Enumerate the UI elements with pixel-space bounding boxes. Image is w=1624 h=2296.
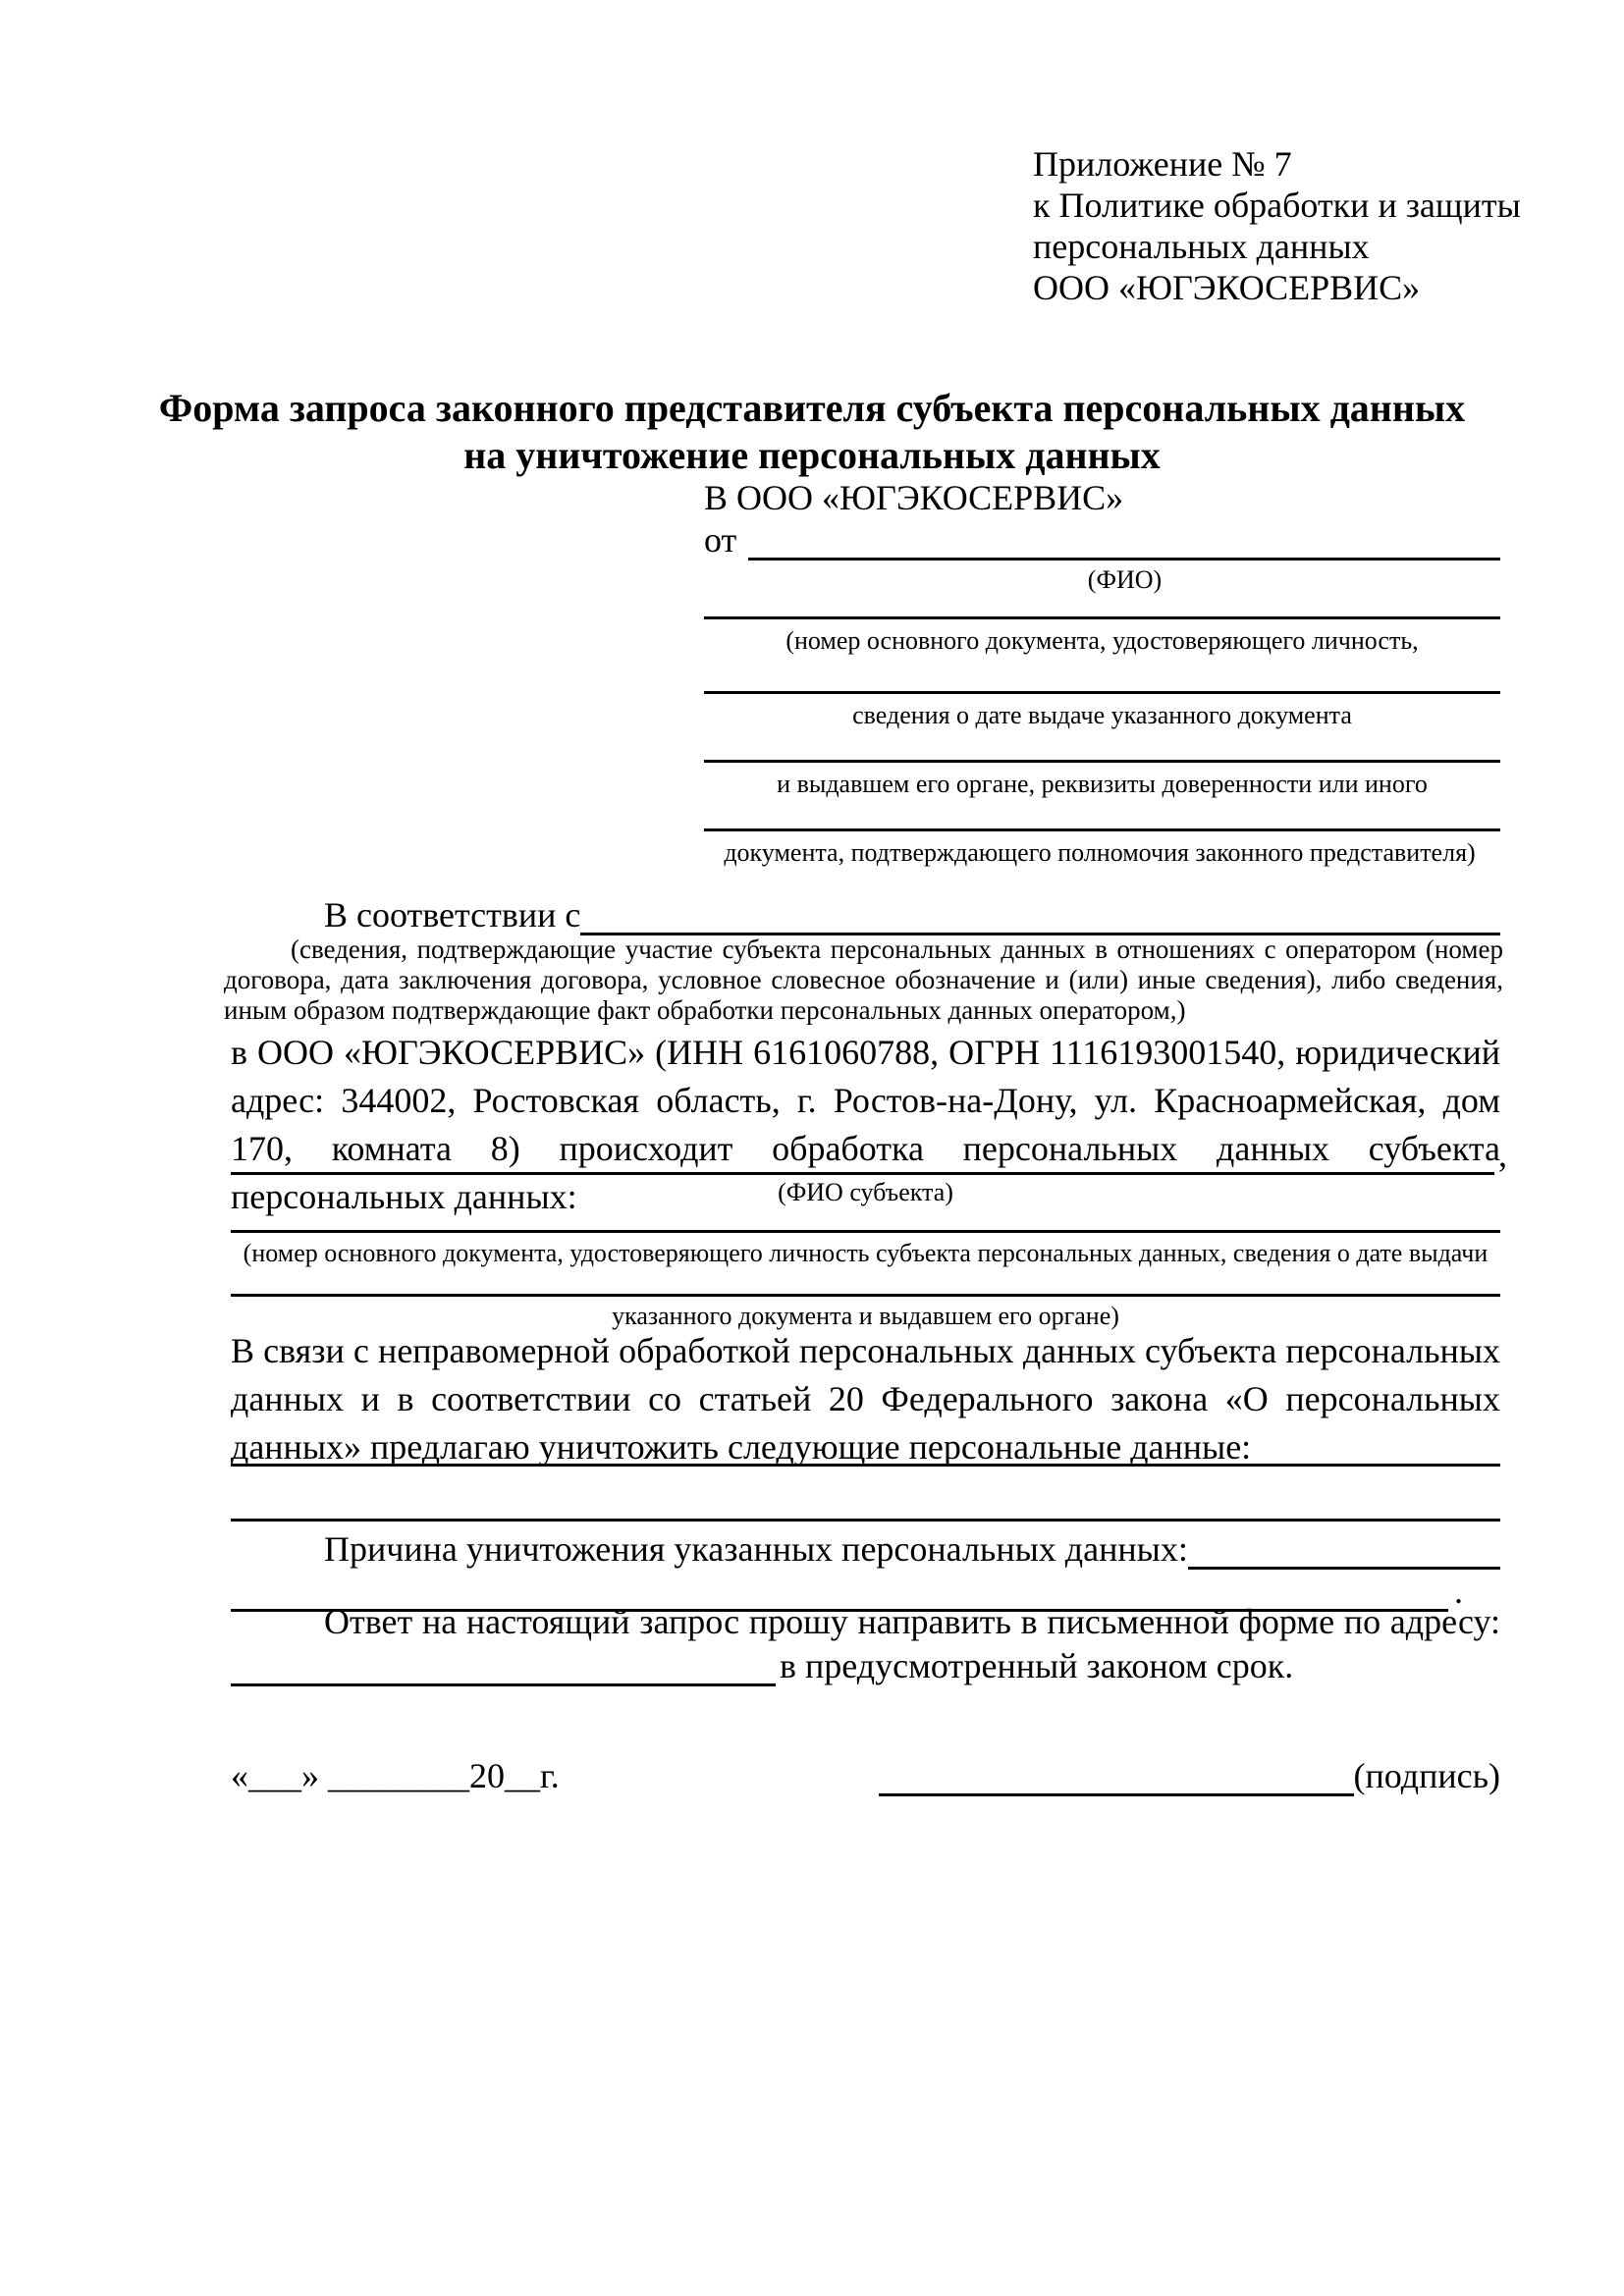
appendix-header [1033,143,1593,308]
appendix-header-line: ООО «ЮГЭКОСЕРВИС» [1033,268,1421,307]
document-title-line1: Форма запроса законного представителя субъекта персональных данных [158,386,1466,430]
representative-document-caption-3: и выдавшем его органе, реквизиты доверенности или иного [777,770,1428,798]
blank-field-representative-fio [748,518,1500,561]
accordance-caption: (сведения, подтверждающие участие субъекта персональных данных в отношениях с оператором (номер договора, дата заключения договора, условное словесное обозначение и (или) иные сведения), либо сведения, иным образом подтверждающие факт обработки персональных данных оператором,) [224,934,1503,1025]
answer-tail-text: в предусмотренный законом срок. [780,1646,1294,1685]
blank-field-data-to-destroy-1 [231,1464,1500,1467]
blank-field-subject-document-2 [231,1294,1500,1297]
answer-address-row [231,1645,1500,1686]
representative-document-caption-2: сведения о дате выдаче указанного документа [852,701,1352,729]
unlawful-processing-paragraph: В связи с неправомерной обработкой персональных данных субъекта персональных данных и в соответствии со статьей 20 Федерального закона «О персональных данных» предлагаю уничтожить следующие персональные данные: [231,1331,1500,1467]
representative-fio-caption: (ФИО) [1087,565,1163,594]
blank-field-answer-address [231,1646,776,1686]
from-label: от [704,520,737,560]
date-blank-text: «___» ________20__г. [231,1756,560,1795]
subject-document-caption-1: (номер основного документа, удостоверяющего личность субъекта персональных данных, сведения о дате выдачи [243,1239,1489,1267]
accordance-label: В соответствии с [324,895,581,934]
document-title-line2: на уничтожение персональных данных [463,433,1161,477]
blank-field-subject-document-1 [231,1230,1500,1233]
blank-field-representative-document-4 [704,793,1500,831]
blank-field-representative-document-3 [704,724,1500,763]
addressee-company: В ООО «ЮГЭКОСЕРВИС» [704,478,1124,517]
representative-document-caption-4: документа, подтверждающего полномочия законного представителя) [724,838,1476,867]
signature-row [879,1755,1500,1796]
blank-field-data-to-destroy-2 [231,1519,1500,1522]
from-row [704,518,1500,561]
appendix-header-line: к Политике обработки и защиты [1033,186,1521,225]
signature-caption: (подпись) [1353,1756,1500,1795]
blank-field-reason [1188,1527,1500,1570]
subject-fio-row [231,1134,1507,1175]
answer-request-sentence: Ответ на настоящий запрос прошу направить в письменной форме по адресу: [324,1602,1500,1641]
representative-document-caption-1: (номер основного документа, удостоверяющего личность, [785,626,1419,655]
blank-field-signature [879,1756,1354,1796]
appendix-header-line: персональных данных [1033,227,1370,266]
blank-field-representative-document-1 [704,581,1500,619]
blank-field-relation-details [580,891,1500,935]
operator-paragraph: в ООО «ЮГЭКОСЕРВИС» (ИНН 6161060788, ОГРН 1116193001540, юридический адрес: 344002, Ростовская область, г. Ростов-на-Дону, ул. Красноармейская, дом 170, комната 8) происходит обработка персональных данных субъекта персональных данных: [231,1033,1500,1216]
subject-document-caption-2: указанного документа и выдавшем его органе) [612,1302,1119,1330]
subject-fio-caption: (ФИО субъекта) [778,1178,953,1206]
appendix-header-line: Приложение № 7 [1033,144,1292,184]
period-mark: . [1454,1572,1463,1611]
blank-field-subject-fio [231,1135,1494,1175]
reason-label: Причина уничтожения указанных персональных данных: [324,1529,1188,1569]
blank-field-representative-document-2 [704,656,1500,694]
comma-mark: , [1498,1135,1507,1174]
reason-row [231,1527,1500,1570]
accordance-row [231,891,1500,935]
